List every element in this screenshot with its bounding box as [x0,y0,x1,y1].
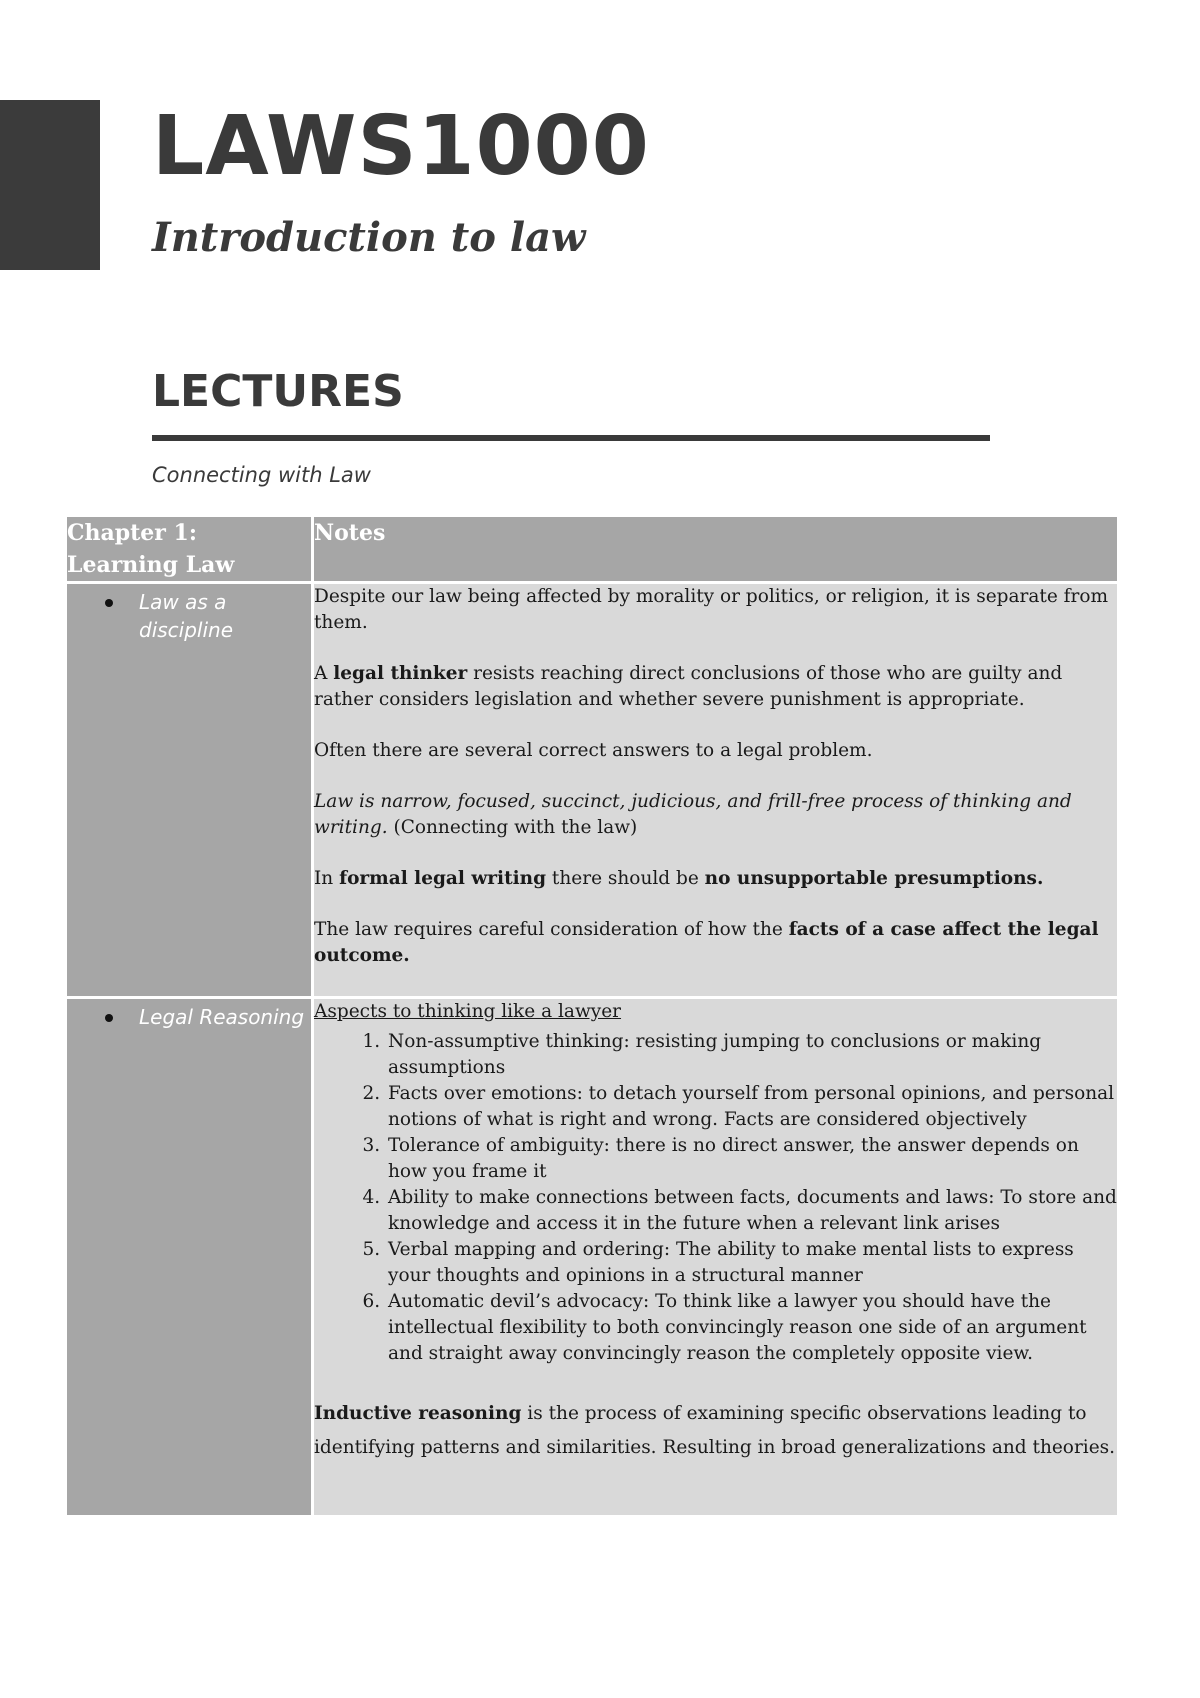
list-item: 3. Tolerance of ambiguity: there is no direct answer, the answer depends on how you frame it [386,1133,1117,1185]
text-run: Often there are several correct answers to a legal problem. [314,740,873,761]
topic-list [67,1003,311,1031]
text-run: Law is narrow, focused, succinct, judicious, and frill-free process of thinking and writing. [314,791,1072,838]
text-run: Despite our law being affected by morality or politics, or religion, it is separate from them. [314,586,1109,633]
chapter-header-line: Chapter 1: [67,520,197,546]
text-run: facts of a case affect the legal outcome. [314,919,1099,966]
text-run: legal thinker [333,663,468,684]
topic-line: Law as a [139,590,227,614]
course-code: LAWS1000 [152,99,650,194]
topic-item [139,588,311,644]
topic-cell [67,584,314,999]
course-title: Introduction to law [152,214,586,261]
topic-item [139,1003,311,1031]
notes-cell [314,584,1117,999]
bullet-icon [105,599,113,607]
notes-paragraph [314,738,1117,764]
table-row [67,584,1117,999]
list-item: 4. Ability to make connections between facts, documents and laws: To store and knowledge and access it in the future when a relevant link arises [386,1185,1117,1237]
table-header-row [67,517,1117,584]
notes-paragraph [314,584,1117,636]
text-run: The law requires careful consideration of how the [314,919,789,940]
text-run: formal legal writing [339,868,547,889]
chapter-header-line: Learning Law [67,552,235,578]
topic-cell [67,999,314,1515]
chapter-header-cell [67,517,314,584]
list-item: 2. Facts over emotions: to detach yourself from personal opinions, and personal notions of what is right and wrong. Facts are considered objectively [386,1081,1117,1133]
notes-table [67,517,1117,1515]
notes-cell [314,999,1117,1515]
aspects-heading: Aspects to thinking like a lawyer [314,1001,622,1022]
inductive-reasoning-paragraph [314,1397,1117,1465]
topic-line: Legal Reasoning [139,1005,305,1029]
section-subheading: Connecting with Law [152,463,371,487]
table-row [67,999,1117,1515]
bullet-icon [105,1014,113,1022]
header-tab-block [0,100,100,270]
text-run: no unsupportable presumptions. [704,868,1044,889]
text-run: Inductive reasoning [314,1403,522,1424]
list-item: 6. Automatic devil’s advocacy: To think like a lawyer you should have the intellectual flexibility to both convincingly reason one side of an argument and straight away convincingly reason the completely opposite view. [386,1289,1117,1367]
topic-line: discipline [139,618,234,642]
notes-paragraphs [314,584,1117,969]
notes-header-cell: Notes [314,517,1117,584]
notes-paragraph [314,789,1117,841]
text-run: In [314,868,340,889]
notes-paragraph [314,866,1117,892]
list-item: 1. Non-assumptive thinking: resisting jumping to conclusions or making assumptions [386,1029,1117,1081]
text-run: is the process of examining specific observations leading to identifying patterns and similarities. Resulting in broad generalizations and theories. [314,1403,1116,1458]
section-rule [152,435,990,441]
text-run: resists reaching direct conclusions of those who are guilty and rather considers legislation and whether severe punishment is appropriate. [314,663,1063,710]
notes-paragraph [314,661,1117,713]
aspects-list [314,1029,1117,1367]
list-item: 5. Verbal mapping and ordering: The ability to make mental lists to express your thoughts and opinions in a structural manner [386,1237,1117,1289]
section-heading: LECTURES [152,366,404,417]
notes-paragraph [314,917,1117,969]
text-run: A [314,663,334,684]
text-run: there should be [546,868,705,889]
topic-list [67,588,311,644]
text-run: (Connecting with the law) [387,817,638,838]
